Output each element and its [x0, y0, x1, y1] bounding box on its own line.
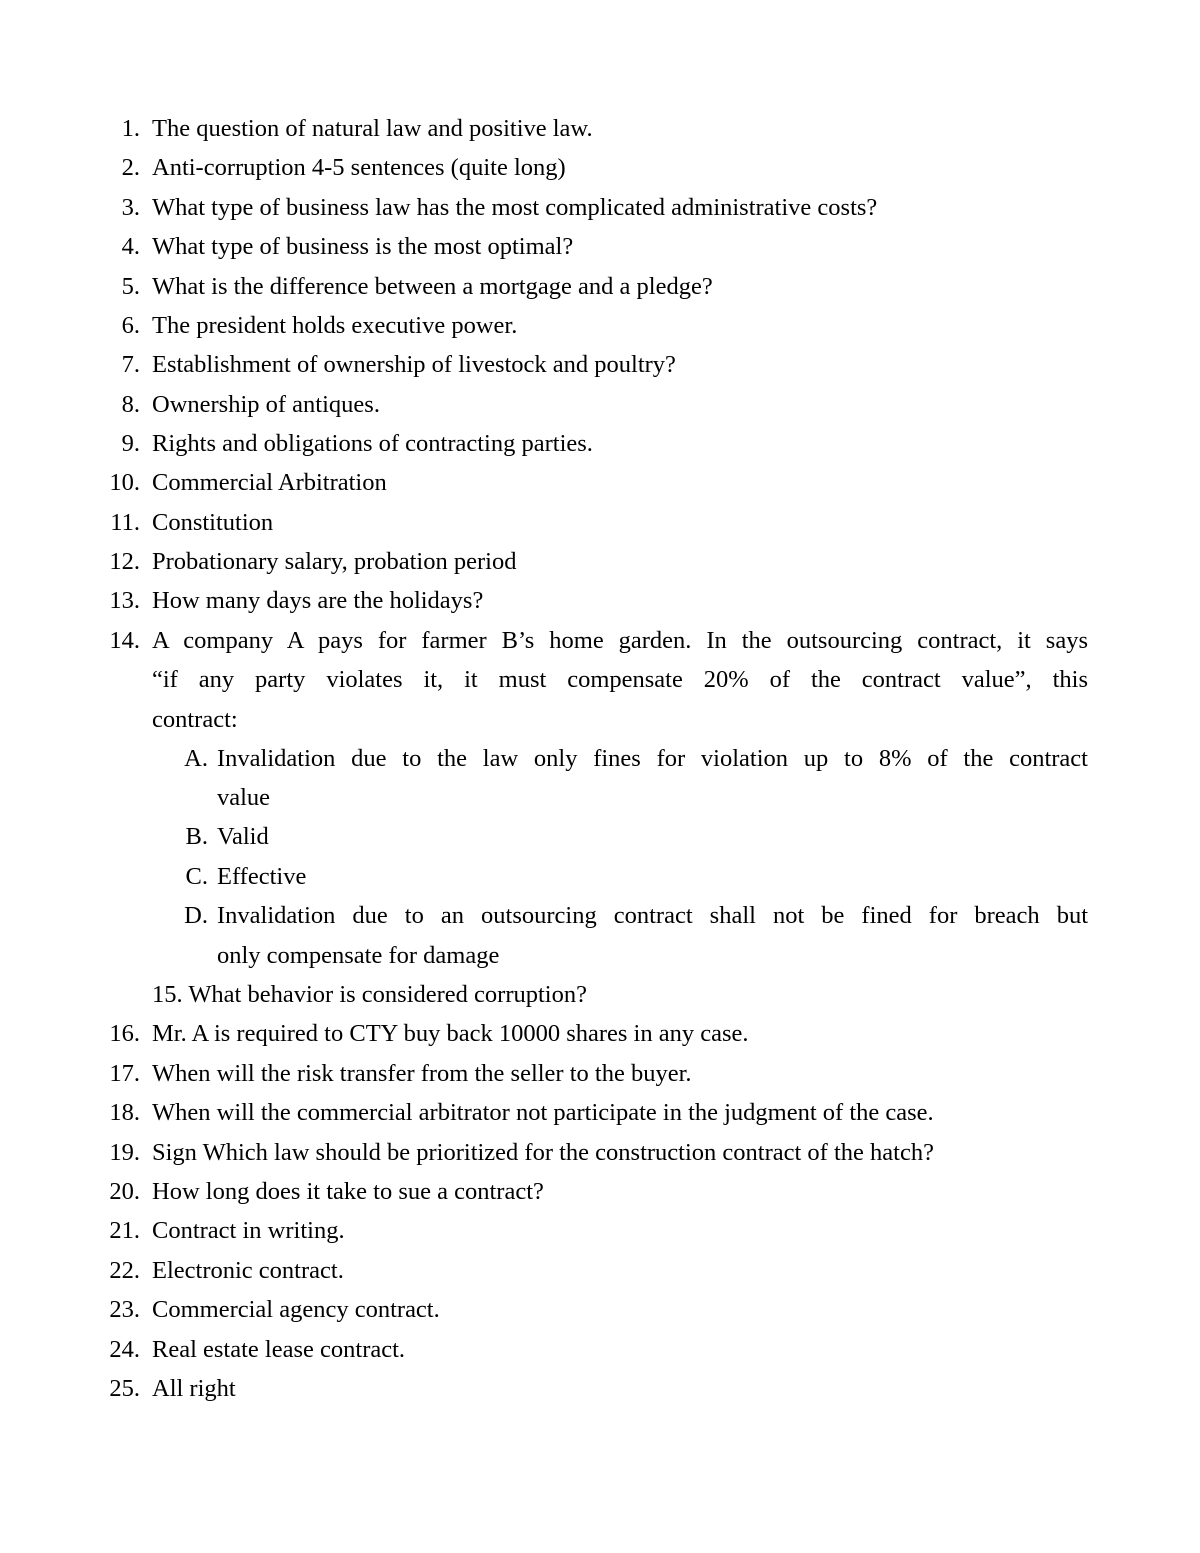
item-number: 8. [121, 391, 140, 418]
list-item [0, 503, 1200, 543]
list-item [0, 581, 1200, 621]
list-item [0, 621, 1200, 661]
list-item [0, 188, 1200, 228]
list-item [0, 109, 1200, 149]
item-number: 7. [121, 351, 140, 378]
option-letter: B. [185, 823, 208, 850]
item-number: 5. [121, 273, 140, 300]
item-number: 1. [121, 115, 140, 142]
list-item-continuation [0, 700, 1200, 740]
item-text: When will the risk transfer from the seller to the buyer. [152, 1060, 692, 1087]
option-item [0, 817, 1200, 857]
item-text: What is the difference between a mortgage and a pledge? [152, 273, 713, 300]
item-number: 19. [109, 1139, 140, 1166]
list-item [0, 227, 1200, 267]
list-item [0, 385, 1200, 425]
item-text: Constitution [152, 509, 274, 536]
item-text: When will the commercial arbitrator not participate in the judgment of the case. [152, 1099, 934, 1126]
list-item [0, 148, 1200, 188]
list-item [0, 542, 1200, 582]
item-text-line: contract: [152, 706, 238, 733]
item-number: 10. [109, 469, 140, 496]
option-item [0, 739, 1200, 779]
item-number: 11. [110, 509, 140, 536]
list-item [0, 306, 1200, 346]
item-number: 22. [109, 1257, 140, 1284]
option-text-line: Invalidation due to an outsourcing contract shall not be fined for breach but [217, 902, 1088, 929]
item-text: How long does it take to sue a contract? [152, 1178, 544, 1205]
item-text: Rights and obligations of contracting parties. [152, 430, 593, 457]
item-number: 3. [121, 194, 140, 221]
item-text: The president holds executive power. [152, 312, 518, 339]
list-item [0, 1330, 1200, 1370]
item-number: 24. [109, 1336, 140, 1363]
list-item [0, 267, 1200, 307]
option-letter: C. [185, 863, 208, 890]
item-number: 12. [109, 548, 140, 575]
item-number: 2. [121, 154, 140, 181]
item-text: All right [152, 1375, 236, 1402]
item-number: 4. [121, 233, 140, 260]
option-text-line: Invalidation due to the law only fines for violation up to 8% of the contract [217, 745, 1088, 772]
item-text: Electronic contract. [152, 1257, 344, 1284]
option-text-line: only compensate for damage [217, 942, 500, 969]
list-item [0, 1290, 1200, 1330]
item-text: Probationary salary, probation period [152, 548, 517, 575]
item-text: Sign Which law should be prioritized for the construction contract of the hatch? [152, 1139, 934, 1166]
list-item [0, 1014, 1200, 1054]
item-text: Real estate lease contract. [152, 1336, 406, 1363]
option-item-continuation [0, 936, 1200, 976]
option-text-line: value [217, 784, 271, 811]
item-text: What type of business law has the most complicated administrative costs? [152, 194, 878, 221]
list-item [0, 345, 1200, 385]
option-item [0, 857, 1200, 897]
item-number: 15. [152, 981, 183, 1008]
list-item [0, 1133, 1200, 1173]
item-text-line: “if any party violates it, it must compensate 20% of the contract value”, this [152, 666, 1088, 693]
list-item [0, 463, 1200, 503]
item-text: Mr. A is required to CTY buy back 10000 shares in any case. [152, 1020, 749, 1047]
option-item-continuation [0, 778, 1200, 818]
list-item [0, 1211, 1200, 1251]
item-number: 9. [121, 430, 140, 457]
item-number: 16. [109, 1020, 140, 1047]
item-text: The question of natural law and positive law. [152, 115, 593, 142]
list-item [0, 1251, 1200, 1291]
item-number: 6. [121, 312, 140, 339]
item-number: 18. [109, 1099, 140, 1126]
item-number: 14. [109, 627, 140, 654]
item-number: 23. [109, 1296, 140, 1323]
option-letter: D. [184, 902, 208, 929]
list-item [0, 1054, 1200, 1094]
option-text-line: Valid [217, 823, 269, 850]
item-number: 25. [109, 1375, 140, 1402]
item-text: Anti-corruption 4-5 sentences (quite long) [152, 154, 566, 181]
item-text-line: A company A pays for farmer B’s home garden. In the outsourcing contract, it says [152, 627, 1088, 654]
item-number: 13. [109, 587, 140, 614]
item-number: 20. [109, 1178, 140, 1205]
item-text: Commercial agency contract. [152, 1296, 440, 1323]
item-text: Contract in writing. [152, 1217, 345, 1244]
item-text: Commercial Arbitration [152, 469, 387, 496]
item-text: How many days are the holidays? [152, 587, 484, 614]
option-text-line: Effective [217, 863, 307, 890]
item-number-and-text [152, 975, 587, 1015]
item-text: What behavior is considered corruption? [188, 981, 587, 1008]
list-item [0, 1369, 1200, 1409]
item-text: Ownership of antiques. [152, 391, 380, 418]
list-item [0, 1093, 1200, 1133]
item-number: 17. [109, 1060, 140, 1087]
option-letter: A. [184, 745, 208, 772]
list-item-continuation [0, 660, 1200, 700]
list-item [0, 975, 1200, 1015]
item-number: 21. [109, 1217, 140, 1244]
list-item [0, 424, 1200, 464]
item-text: What type of business is the most optimal? [152, 233, 574, 260]
option-item [0, 896, 1200, 936]
item-text: Establishment of ownership of livestock and poultry? [152, 351, 676, 378]
list-item [0, 1172, 1200, 1212]
